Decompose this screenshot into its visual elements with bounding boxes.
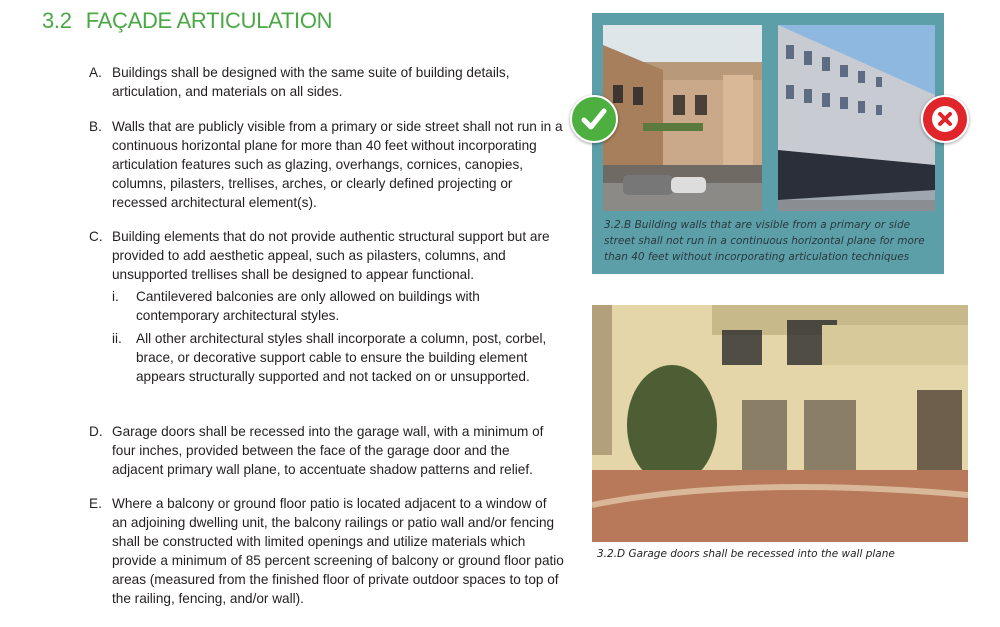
- figure-3-2-b: [592, 13, 944, 274]
- item-c-ii: ii. All other architectural styles shall incorporate a column, post, corbel, brace, or decorative support cable to ensure the building element appears structurally supported and not tacked on or unsupported.: [112, 331, 547, 384]
- item-d: D. Garage doors shall be recessed into the garage wall, with a minimum of four inches, provided between the face of the garage door and the adjacent primary wall plane, to accentuate shadow patterns and relief.: [89, 424, 544, 477]
- bad-example-photo: [778, 25, 935, 211]
- storefront-illustration: [603, 25, 762, 211]
- figure-3-2-d-caption: 3.2.D Garage doors shall be recessed into the wall plane: [597, 548, 895, 560]
- item-b: B. Walls that are publicly visible from a primary or side street shall not run in a continuous horizontal plane for more than 40 feet without incorporating articulation features such as glazing, overhangs, cornices, canopies, columns, pilasters, trellises, arches, or clearly defined projecting or recessed architectural element(s).: [89, 119, 563, 210]
- flat-facade-illustration: [778, 25, 935, 211]
- item-c: C. Building elements that do not provide authentic structural support but are provided to add aesthetic appeal, such as pilasters, columns, and unsupported trellises shall be designed to appear functional.: [89, 229, 550, 282]
- item-a: A. Buildings shall be designed with the same suite of building details, articulation, and materials on all sides.: [89, 65, 510, 99]
- item-e: E. Where a balcony or ground floor patio is located adjacent to a window of an adjoining dwelling unit, the balcony railings or patio wall and/or fencing shall be constructed with limited openings and utilize materials which provide a minimum of 85 percent screening of balcony or ground floor patio areas (measured from the finished floor of private outdoor spaces to top of the railing, fencing, and/or wall).: [89, 496, 564, 606]
- garage-doors-photo: [592, 305, 968, 542]
- good-example-photo: [603, 25, 762, 211]
- cross-icon: [921, 95, 969, 143]
- check-icon: [570, 95, 618, 143]
- garage-illustration: [592, 305, 968, 542]
- figure-3-2-b-caption: 3.2.B Building walls that are visible from a primary or side street shall not run in a continuous horizontal plane for more than 40 feet without incorporating articulation techniques: [604, 219, 925, 263]
- section-heading: 3.2 FAÇADE ARTICULATION: [42, 8, 333, 33]
- item-c-i: i. Cantilevered balconies are only allowed on buildings with contemporary architectural styles.: [112, 289, 480, 323]
